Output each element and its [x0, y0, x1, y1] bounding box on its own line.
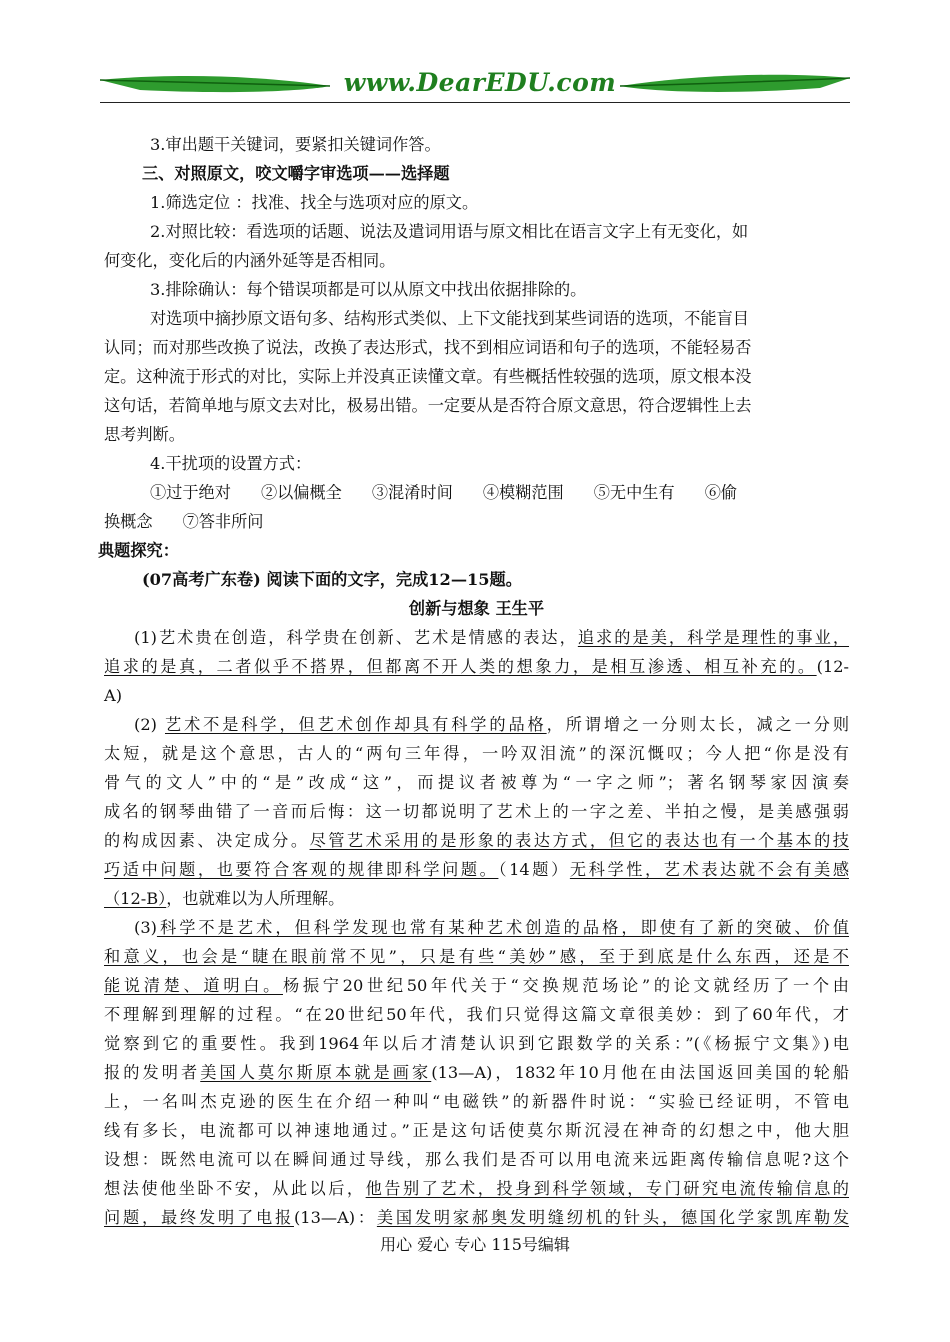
text-span: 尽管艺术采用的是形象的表达方式，但它的表达也有一个基本的技 [309, 831, 849, 850]
text-span: 追求的是真，二者似乎不搭界，但都离不开人类的想象力，是相互渗透、相互补充的。 [104, 657, 817, 676]
text-span: 无科学性，艺术表达就不会有美感 [569, 860, 850, 879]
text-span: (1)艺术贵在创造，科学贵在创新、艺术是情感的表达， [134, 628, 578, 647]
text-span: 巧适中问题，也要符合客观的规律即科学问题。 [104, 860, 499, 879]
text-line: 4.干扰项的设置方式： [150, 454, 312, 473]
text-line: 骨气的文人”中的“是”改成“这”，而提议者被尊为“一字之师”；著名钢琴家因演奏 [104, 773, 849, 792]
text-line [104, 1058, 849, 1087]
options-line [104, 478, 849, 507]
question-intro: (07高考广东卷) 阅读下面的文字，完成12—15题。 [142, 570, 522, 589]
text-span: 报的发明者 [104, 1063, 201, 1082]
option: 换概念 [104, 512, 153, 531]
option: ①过于绝对 [150, 483, 231, 502]
text-line [104, 884, 849, 913]
text-span: 和意义，也会是“睫在眼前常不见”，只是有些“美妙”感，至于到底是什么东西，还是不 [104, 947, 849, 966]
text-line [104, 652, 849, 681]
text-span: 他告别了艺术，投身到科学领域，专门研究电流传输信息的 [365, 1179, 849, 1198]
text-line [104, 855, 849, 884]
text-span: (13—A)： [293, 1208, 377, 1227]
text-line: 这句话，若简单地与原文去对比，极易出错。一定要从是否符合原文意思，符合逻辑性上去 [104, 396, 752, 415]
text-line: 太短，就是这个意思，古人的“两句三年得，一吟双泪流”的深沉慨叹；今人把“你是没有 [104, 744, 849, 763]
option: ⑤无中生有 [593, 483, 675, 502]
text-line: 线有多长，电流都可以神速地通过。”正是这句话使莫尔斯沉浸在神奇的幻想之中，他大胆 [104, 1121, 849, 1140]
page-footer: 用心 爱心 专心 115号编辑 [380, 1235, 570, 1254]
text-line: 觉察到它的重要性。我到1964年以后才清楚认识到它跟数学的关系：”(《杨振宁文集》)电 [104, 1034, 849, 1053]
text-span: (13—A)，1832年10月他在由法国返回美国的轮船 [431, 1063, 850, 1082]
text-span: 美国发明家郝奥发明缝纫机的针头，德国化学家凯库勒发 [376, 1208, 850, 1227]
option: ④模糊范围 [482, 483, 564, 502]
text-line: 上，一名叫杰克逊的医生在介绍一种叫“电磁铁”的新器件时说：“实验已经证明，不管电 [104, 1092, 849, 1111]
text-line: 3.审出题干关键词，要紧扣关键词作答。 [150, 135, 441, 154]
text-span: 的构成因素、决定成分。 [104, 831, 310, 850]
text-span: (2) [134, 715, 165, 734]
text-line: 设想：既然电流可以在瞬间通过导线，那么我们是否可以用电流来远距离传输信息呢?这个 [104, 1150, 849, 1169]
text-span: 想法使他坐卧不安，从此以后， [104, 1179, 366, 1198]
option: ②以偏概全 [260, 483, 342, 502]
text-line [104, 1203, 849, 1232]
article-title: 创新与想象 王生平 [408, 599, 545, 618]
option: ⑦答非所问 [182, 512, 264, 531]
text-line: 3.排除确认：每个错误项都是可以从原文中找出依据排除的。 [150, 280, 587, 299]
text-span: 科学不是艺术，但科学发现也常有某种艺术创造的品格，即使有了新的突破、价值 [156, 918, 849, 937]
text-line: 对选项中摘抄原文语句多、结构形式类似、上下文能找到某些词语的选项，不能盲目 [150, 309, 749, 328]
text-line [104, 623, 849, 652]
section-heading: 典题探究： [98, 541, 179, 560]
header-banner [100, 66, 850, 106]
text-span: （12-B） [104, 889, 167, 908]
text-line [104, 971, 849, 1000]
text-span: 艺术不是科学，但艺术创作却具有科学的品格 [164, 715, 547, 734]
text-span: 美国人莫尔斯原本就是画家 [200, 1063, 432, 1082]
site-url[interactable]: www.DearEDU.com [343, 68, 617, 97]
document-body [98, 130, 850, 1232]
text-line: 成名的钢琴曲错了一音而后悔：这一切都说明了艺术上的一字之差、半拍之慢，是美感强弱 [104, 802, 849, 821]
text-line: 认同；而对那些改换了说法，改换了表达形式，找不到相应词语和句子的选项，不能轻易否 [104, 338, 752, 357]
header-rule [100, 102, 850, 103]
text-line [104, 826, 849, 855]
text-line [104, 913, 849, 942]
text-span: 问题，最终发明了电报 [104, 1208, 294, 1227]
text-line [104, 710, 849, 739]
option: ⑥偷 [704, 483, 738, 502]
option: ③混淆时间 [371, 483, 453, 502]
text-span: 杨振宁20世纪50年代关于“交换规范场论”的论文就经历了一个由 [282, 976, 849, 995]
text-span: （14题） [498, 860, 570, 879]
text-line [104, 1174, 849, 1203]
text-span: (3) [134, 918, 157, 937]
text-span: 能说清楚、道明白。 [104, 976, 283, 995]
text-span: ，也就难以为人所理解。 [166, 889, 345, 908]
text-line: 1.筛选定位 ：找准、找全与选项对应的原文。 [150, 193, 479, 212]
text-span: 追求的是美，科学是理性的事业， [577, 628, 850, 647]
text-line: 思考判断。 [104, 425, 185, 444]
text-span: ，所谓增之一分则太长，减之一分则 [546, 715, 850, 734]
text-line: 定。这种流于形式的对比，实际上并没真正读懂文章。有些概括性较强的选项，原文根本没 [104, 367, 752, 386]
text-span: (12- [816, 657, 849, 676]
options-line [104, 507, 849, 536]
text-line: 2.对照比较：看选项的话题、说法及遣词用语与原文相比在语言文字上有无变化，如 [150, 222, 749, 241]
section-heading: 三、对照原文，咬文嚼字审选项——选择题 [142, 164, 450, 183]
text-line: 何变化，变化后的内涵外延等是否相同。 [104, 251, 396, 270]
text-line: A) [104, 686, 123, 705]
text-line [104, 942, 849, 971]
text-line: 不理解到理解的过程。“在20世纪50年代，我们只觉得这篇文章很美妙：到了60年代，才 [104, 1005, 849, 1024]
